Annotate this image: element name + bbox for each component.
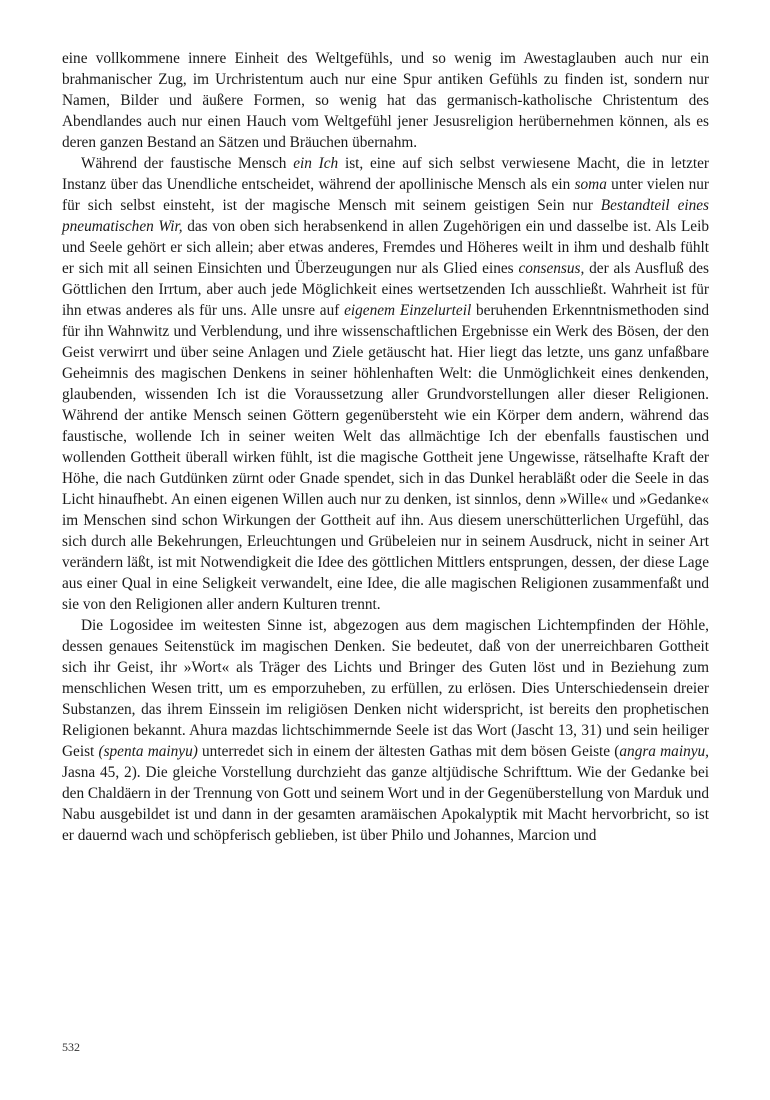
text-run: unter vielen nur für sich selbst einsteht, ist der magische Mensch mit seinem geistigen Sein nur xyxy=(62,176,709,214)
emphasis-text: consensus, xyxy=(518,260,585,277)
page-body xyxy=(62,48,709,846)
text-run: unterredet sich in einem der ältesten Gathas mit dem bösen Geiste ( xyxy=(197,743,620,760)
text-run: der als Ausfluß des Göttlichen den Irrtum, aber auch jede Möglichkeit eines wertsetzenden Ich ausschließt. Wahrheit ist für ihn etwas anderes als für uns. Alle unsre auf xyxy=(62,260,709,319)
emphasis-text: (spenta mainyu) xyxy=(98,743,198,760)
text-run: beruhenden Erkenntnismethoden sind für ihn Wahnwitz und Verblendung, und ihre wissenschaftlichen Ergebnisse ein Werk des Bösen, der den Geist verwirrt und über seine Anlagen und Ziele getäuscht hat. Hier liegt das letzte, uns ganz unfaßbare Geheimnis des magischen Denkens in seiner höhlenhaften Welt: die Unmöglichkeit eines denkenden, glaubenden, wissenden Ich ist die Voraussetzung aller Grundvorstellungen aller dieser Religionen. Während der antike Mensch seinen Göttern gegenübersteht wie ein Körper dem andern, während das faustische, wollende Ich in seiner weiten Welt das allmächtige Ich der ebenfalls faustischen und wollenden Gottheit überall wirken fühlt, ist die magische Gottheit jene Ungewisse, rätselhafte Kraft der Höhe, die nach Gutdünken zürnt oder Gnade spendet, sich in das Dunkel herabläßt oder die Seele in das Licht hinaufhebt. An einen eigenen Willen auch nur zu denken, ist sinnlos, denn »Wille« und »Gedanke« im Menschen sind schon Wirkungen der Gottheit auf ihn. Aus diesem unerschütterlichen Urgefühl, das sich durch alle Bekehrungen, Erleuchtungen und Grübeleien nur in seinem Ausdruck, nicht in seiner Art verändern läßt, ist mit Notwendigkeit die Idee des göttlichen Mittlers entsprungen, dessen, der diese Lage aus einer Qual in eine Seligkeit verwandelt, eine Idee, die alle magischen Religionen zusammenfaßt und sie von den Religionen aller andern Kulturen trennt. xyxy=(62,302,710,613)
emphasis-text: eigenem Einzelurteil xyxy=(344,302,472,319)
page-number: 532 xyxy=(62,1040,80,1054)
paragraph xyxy=(62,615,709,846)
emphasis-text: soma xyxy=(574,176,607,193)
emphasis-text: angra mainyu, xyxy=(619,743,709,760)
text-run: Die Logosidee im weitesten Sinne ist, abgezogen aus dem magischen Lichtempfinden der Höhle, dessen genaues Seitenstück im magischen Denken. Sie bedeutet, daß von der unerreichbaren Gottheit sich ihr Geist, ihr »Wort« als Träger des Lichts und Bringer des Guten löst und in Beziehung zum menschlichen Wesen tritt, um es emporzuheben, zu erfüllen, zu erlösen. Dies Unterschiedensein dreier Substanzen, das ihrem Einssein im religiösen Denken nicht widerspricht, ist bereits den prophetischen Religionen bekannt. Ahura mazdas lichtschimmernde Seele ist das Wort (Jascht 13, 31) und sein heiliger Geist xyxy=(62,617,709,760)
paragraph xyxy=(62,48,709,153)
emphasis-text: ein Ich xyxy=(293,155,339,172)
emphasis-text: Bestandteil eines pneumatischen Wir, xyxy=(62,197,709,235)
text-run: ist, eine auf sich selbst verwiesene Macht, die in letzter Instanz über das Unendliche entscheidet, während der apollinische Mensch als ein xyxy=(62,155,710,193)
text-run: Während der faustische Mensch xyxy=(81,155,294,172)
paragraph xyxy=(62,153,709,615)
text-run: das von oben sich herabsenkend in allen Zugehörigen ein und dasselbe ist. Als Leib und Seele gehört er sich allein; aber etwas anderes, Fremdes und Höheres weilt in ihm und deshalb fühlt er sich mit all seinen Einsichten und Überzeugungen nur als Glied eines xyxy=(62,218,709,277)
text-run: eine vollkommene innere Einheit des Weltgefühls, und so wenig im Awestaglauben auch nur ein brahmanischer Zug, im Urchristentum auch nur eine Spur antiken Gefühls zu finden ist, sondern nur Namen, Bilder und äußere Formen, so wenig hat das germanisch-katholische Christentum des Abendlandes auch nur einen Hauch vom Weltgefühl jener Jesusreligion herübernehmen können, als es deren ganzen Bestand an Sätzen und Bräuchen übernahm. xyxy=(62,50,709,151)
text-run: Jasna 45, 2). Die gleiche Vorstellung durchzieht das ganze altjüdische Schrifttum. Wie der Gedanke bei den Chaldäern in der Trennung von Gott und seinem Wort und in der Gegenüberstellung von Marduk und Nabu ausgebildet ist und dann in der gesamten aramäischen Apokalyptik mit Macht hervorbricht, so ist er dauernd wach und schöpferisch geblieben, ist über Philo und Johannes, Marcion und xyxy=(62,764,709,844)
